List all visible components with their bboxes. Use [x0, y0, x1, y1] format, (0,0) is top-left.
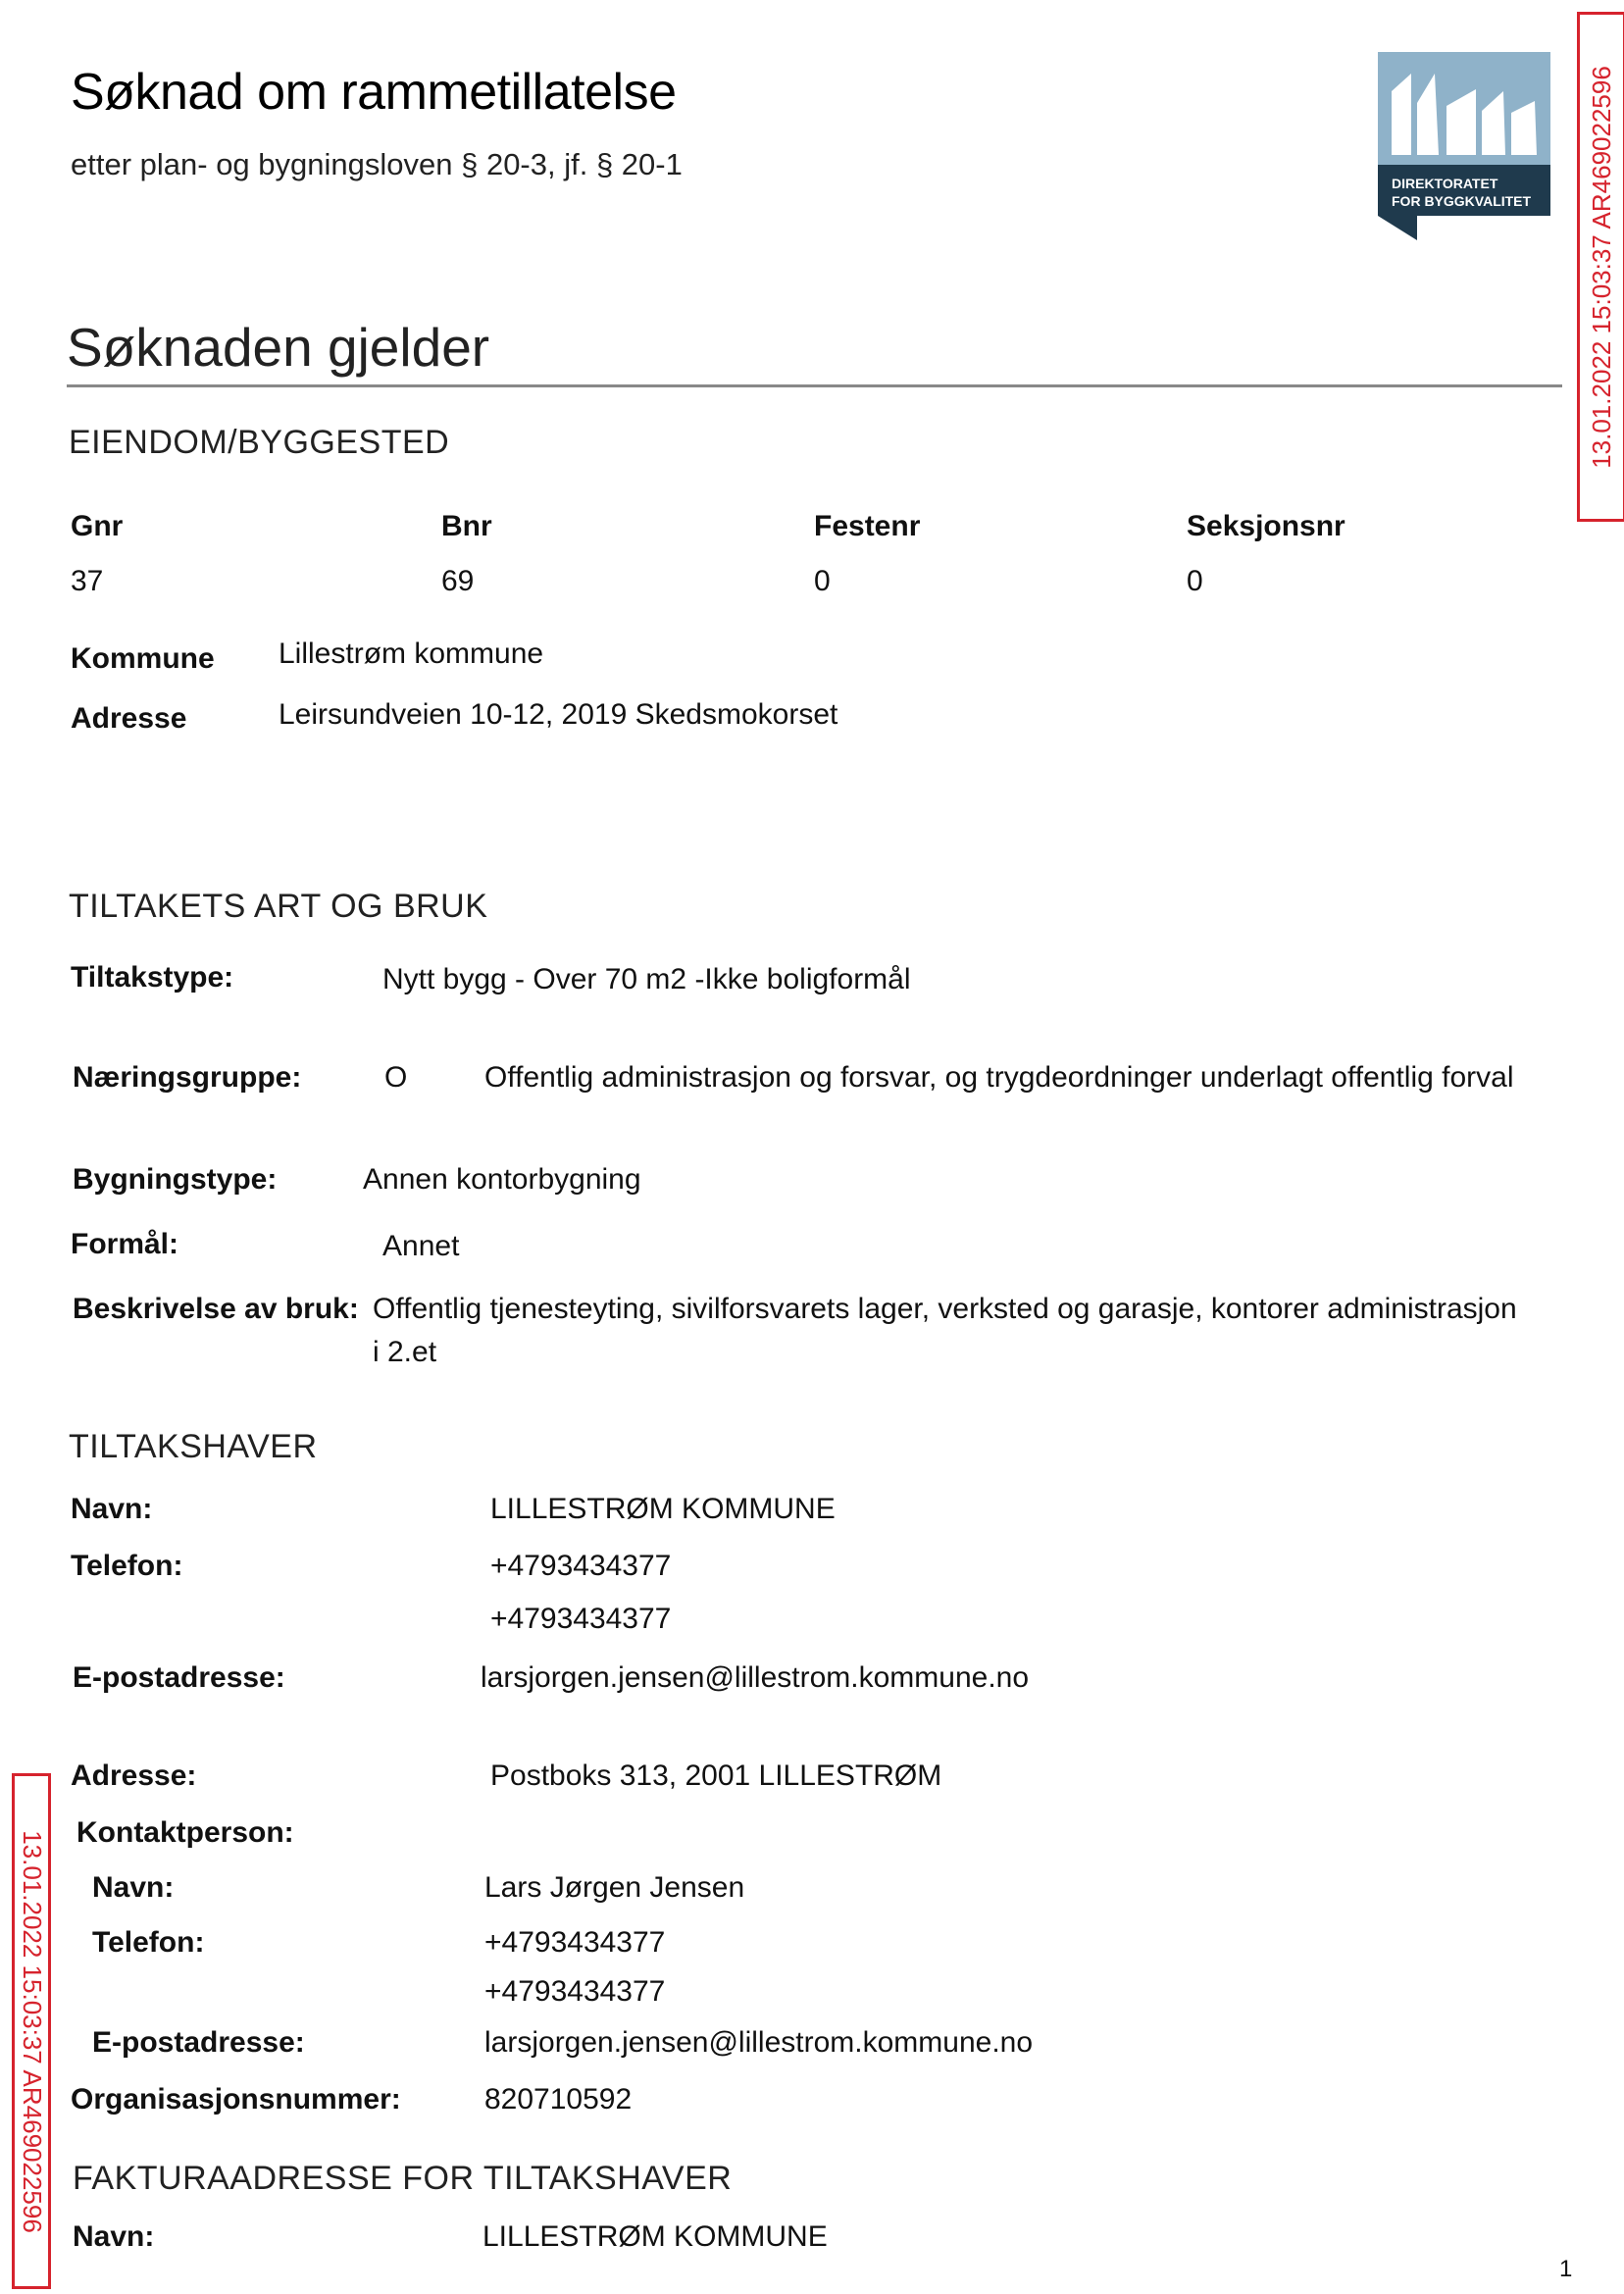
kommune-label: Kommune: [71, 642, 215, 675]
festenr-value: 0: [814, 565, 831, 597]
tiltakshaver-telefon-label: Telefon:: [71, 1550, 183, 1582]
dibk-logo: [1378, 52, 1550, 240]
kontaktperson-label: Kontaktperson:: [76, 1816, 294, 1849]
logo-text-line2: FOR BYGGKVALITET: [1392, 193, 1532, 209]
organisasjonsnummer-label: Organisasjonsnummer:: [71, 2083, 401, 2116]
logo-text-line1: DIREKTORATET: [1392, 176, 1498, 191]
tiltakshaver-navn-value: LILLESTRØM KOMMUNE: [490, 1493, 836, 1525]
heading-divider: [67, 384, 1562, 387]
tiltakshaver-telefon-value-2: +4793434377: [490, 1603, 672, 1635]
kontaktperson-epost-label: E-postadresse:: [92, 2026, 305, 2059]
bnr-label: Bnr: [441, 510, 492, 542]
receipt-stamp-text: 13.01.2022 15:03:37 AR469022596: [17, 1829, 47, 2233]
naeringsgruppe-label: Næringsgruppe:: [73, 1061, 302, 1094]
subsection-tiltakshaver: TILTAKSHAVER: [69, 1428, 318, 1465]
formal-label: Formål:: [71, 1228, 179, 1260]
kontaktperson-navn-value: Lars Jørgen Jensen: [484, 1871, 745, 1904]
adresse-label: Adresse: [71, 702, 187, 735]
receipt-stamp-left: [12, 1773, 51, 2289]
kontaktperson-telefon-value: +4793434377: [484, 1926, 666, 1959]
beskrivelse-value-line2: i 2.et: [373, 1336, 437, 1368]
seksjonsnr-value: 0: [1187, 565, 1203, 597]
bnr-value: 69: [441, 565, 475, 597]
beskrivelse-label: Beskrivelse av bruk:: [73, 1293, 359, 1325]
festenr-label: Festenr: [814, 510, 921, 542]
receipt-stamp-top: [1577, 12, 1624, 522]
tiltakshaver-adresse-label: Adresse:: [71, 1759, 197, 1792]
organisasjonsnummer-value: 820710592: [484, 2083, 633, 2116]
tiltakstype-label: Tiltakstype:: [71, 961, 234, 994]
document-subtitle: etter plan- og bygningsloven § 20-3, jf. § 20-1: [71, 147, 683, 181]
naeringsgruppe-value: Offentlig administrasjon og forsvar, og trygdeordninger underlagt offentlig forval: [484, 1061, 1514, 1094]
gnr-label: Gnr: [71, 510, 124, 542]
beskrivelse-value-line1: Offentlig tjenesteyting, sivilforsvarets lager, verksted og garasje, kontorer administrasjon: [373, 1293, 1517, 1325]
tiltakshaver-telefon-value: +4793434377: [490, 1550, 672, 1582]
tiltakshaver-navn-label: Navn:: [71, 1493, 153, 1525]
tiltakstype-value: Nytt bygg - Over 70 m2 -Ikke boligformål: [382, 963, 911, 995]
subsection-fakturaadresse: FAKTURAADRESSE FOR TILTAKSHAVER: [73, 2160, 733, 2197]
document-title: Søknad om rammetillatelse: [71, 64, 677, 121]
section-heading-soknaden: Søknaden gjelder: [67, 317, 490, 378]
adresse-value: Leirsundveien 10-12, 2019 Skedsmokorset: [279, 698, 838, 731]
receipt-stamp-text: 13.01.2022 15:03:37 AR469022596: [1586, 65, 1616, 469]
kontaktperson-epost-value: larsjorgen.jensen@lillestrom.kommune.no: [484, 2026, 1034, 2059]
dibk-logo-graphic: [1378, 52, 1550, 240]
faktura-navn-value: LILLESTRØM KOMMUNE: [482, 2220, 828, 2253]
subsection-eiendom: EIENDOM/BYGGESTED: [69, 424, 450, 461]
tiltakshaver-adresse-value: Postboks 313, 2001 LILLESTRØM: [490, 1759, 942, 1792]
kontaktperson-navn-label: Navn:: [92, 1871, 175, 1904]
bygningstype-label: Bygningstype:: [73, 1163, 278, 1196]
kontaktperson-telefon-label: Telefon:: [92, 1926, 205, 1959]
bygningstype-value: Annen kontorbygning: [363, 1163, 641, 1196]
formal-value: Annet: [382, 1230, 460, 1262]
seksjonsnr-label: Seksjonsnr: [1187, 510, 1345, 542]
naeringsgruppe-code: O: [384, 1061, 408, 1094]
tiltakshaver-epost-label: E-postadresse:: [73, 1661, 285, 1694]
faktura-navn-label: Navn:: [73, 2220, 155, 2253]
kontaktperson-telefon-value-2: +4793434377: [484, 1975, 666, 2008]
page-number: 1: [1559, 2256, 1573, 2282]
kommune-value: Lillestrøm kommune: [279, 637, 544, 670]
subsection-tiltak: TILTAKETS ART OG BRUK: [69, 888, 488, 925]
tiltakshaver-epost-value: larsjorgen.jensen@lillestrom.kommune.no: [481, 1661, 1030, 1694]
gnr-value: 37: [71, 565, 104, 597]
